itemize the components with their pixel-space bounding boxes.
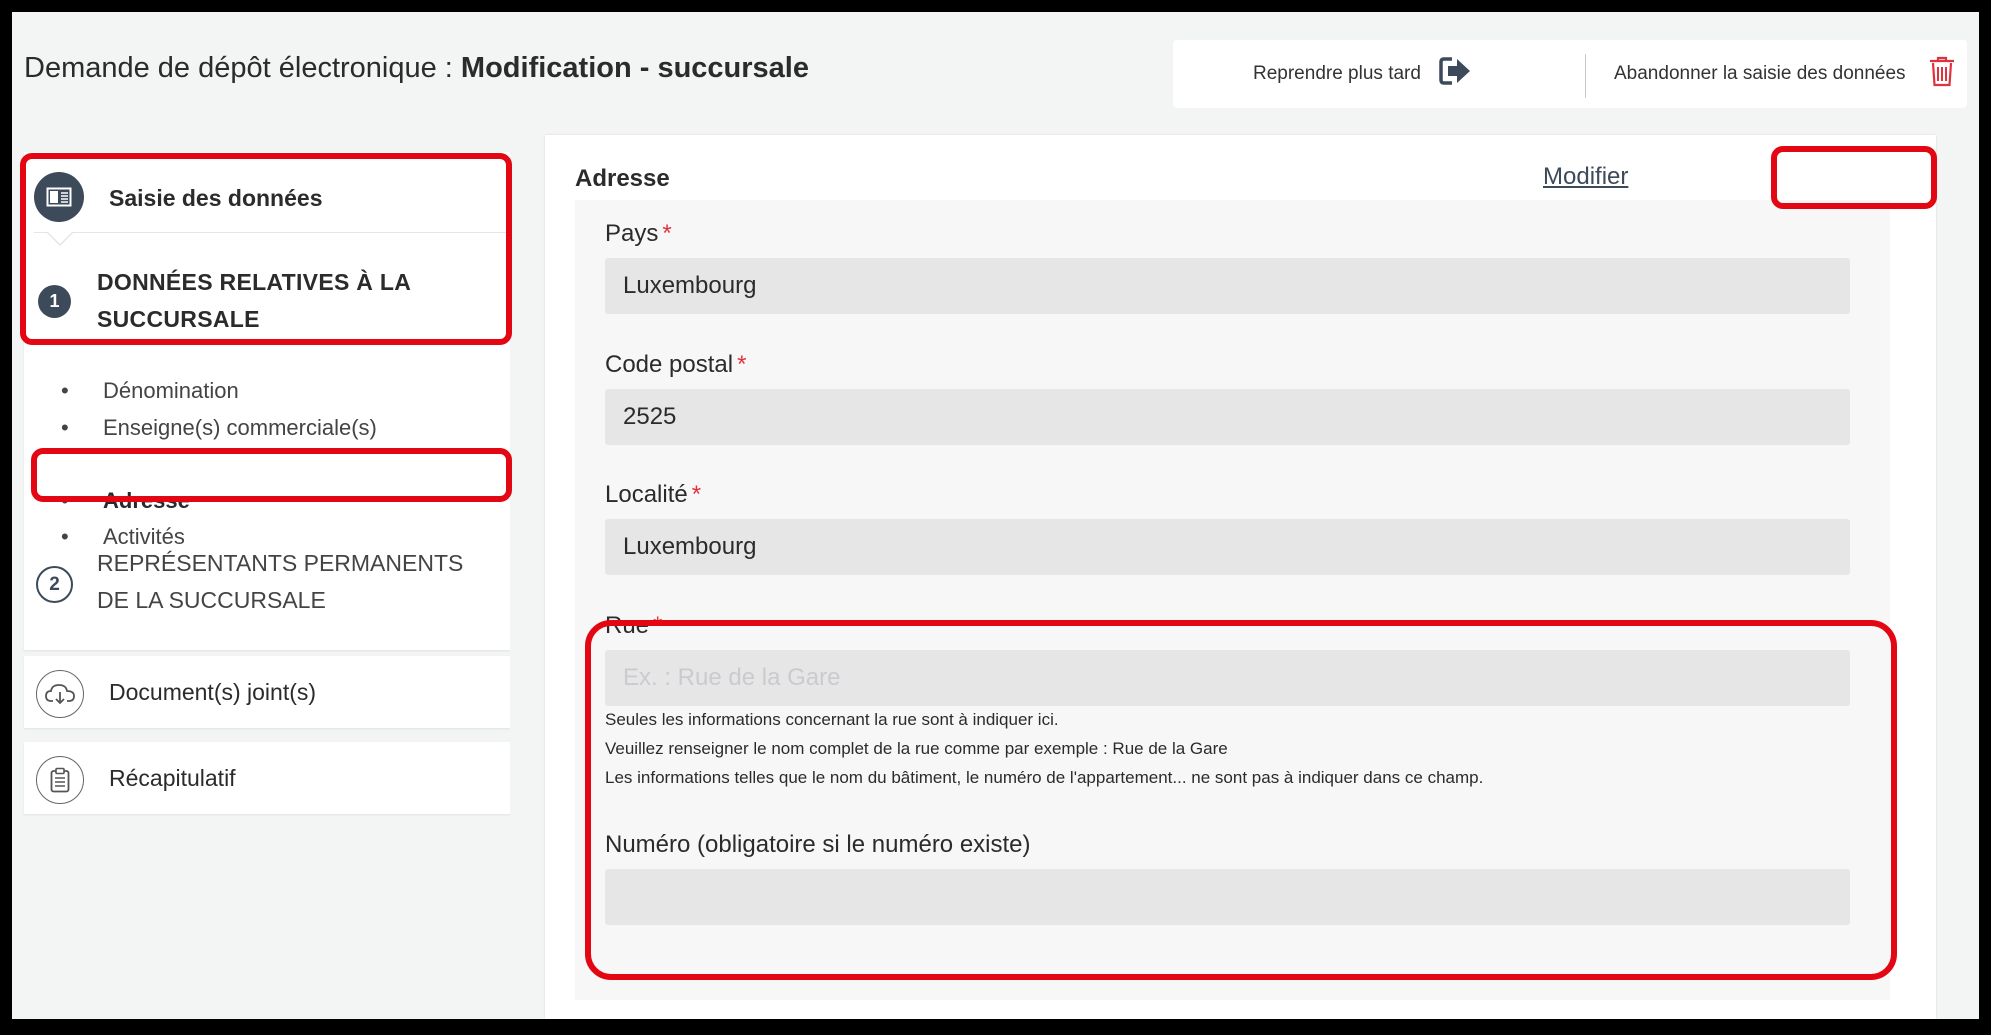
code-postal-label: Code postal * bbox=[605, 351, 747, 378]
section-title: Adresse bbox=[575, 165, 670, 192]
book-icon bbox=[34, 172, 84, 222]
numero-field[interactable] bbox=[605, 869, 1850, 925]
summary-label: Récapitulatif bbox=[109, 765, 236, 791]
caret bbox=[46, 232, 74, 246]
cloud-download-icon bbox=[36, 670, 84, 718]
step-label: Saisie des données bbox=[109, 185, 323, 211]
page-title: Demande de dépôt électronique : Modification - succursale bbox=[24, 52, 809, 84]
section-2-title[interactable]: REPRÉSENTANTS PERMANENTS DE LA SUCCURSALE bbox=[97, 550, 464, 613]
main-content bbox=[510, 130, 1979, 1019]
sidebar-item-summary[interactable] bbox=[24, 742, 510, 814]
sidebar-item-documents[interactable] bbox=[24, 656, 510, 728]
code-postal-field[interactable] bbox=[605, 389, 1850, 445]
address-panel bbox=[545, 135, 1936, 1019]
section-1-title[interactable]: DONNÉES RELATIVES À LA SUCCURSALE bbox=[97, 269, 412, 332]
localite-label: Localité * bbox=[605, 481, 702, 508]
documents-label: Document(s) joint(s) bbox=[109, 679, 317, 705]
page-header bbox=[12, 12, 1979, 130]
data-entry-card: Saisie des données 1 DONNÉES RELATIVES À LA SUCCURSALE • Dénomination • Enseigne(s) commerciale(s) • Adresse • Activités 2 REPRÉSENTANTS PERMANENTS DE LA SUCCURSALE bbox=[24, 152, 510, 650]
resume-later-label: Reprendre plus tard bbox=[1253, 63, 1421, 84]
address-form bbox=[575, 200, 1890, 1000]
divider bbox=[34, 232, 510, 233]
rue-label: Rue * bbox=[605, 612, 663, 639]
localite-field[interactable] bbox=[605, 519, 1850, 575]
resume-later-button[interactable] bbox=[1253, 40, 1473, 108]
header-actions bbox=[1173, 40, 1967, 108]
numero-label: Numéro (obligatoire si le numéro existe) bbox=[605, 831, 1031, 858]
actions-divider bbox=[1585, 54, 1586, 98]
exit-arrow-icon bbox=[1439, 56, 1473, 92]
abandon-button[interactable] bbox=[1614, 40, 1956, 108]
abandon-label: Abandonner la saisie des données bbox=[1614, 63, 1906, 84]
clipboard-icon bbox=[36, 756, 84, 804]
rue-field[interactable] bbox=[605, 650, 1850, 706]
pays-label: Pays * bbox=[605, 220, 672, 247]
trash-icon bbox=[1928, 55, 1956, 93]
section-number-2: 2 bbox=[36, 566, 73, 603]
rue-help-text: Seules les informations concernant la rue sont à indiquer ici. Veuillez renseigner le nom complet de la rue comme par exemple : Rue de la Gare Les informations telles que le nom du bâtiment, le numéro de l'appartement... ne sont pas à indiquer dans ce champ. bbox=[605, 710, 1484, 787]
section-number-1: 1 bbox=[38, 285, 71, 318]
pays-field[interactable] bbox=[605, 258, 1850, 314]
modify-link[interactable]: Modifier bbox=[1543, 163, 1629, 190]
